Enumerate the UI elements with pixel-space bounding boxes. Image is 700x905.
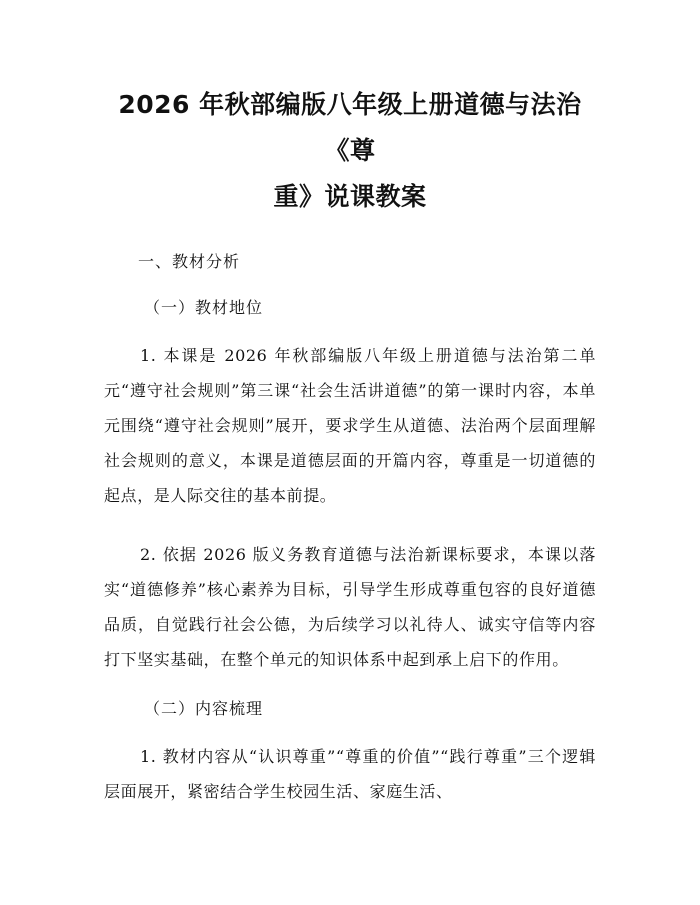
paragraph-position-2: 2. 依据 2026 版义务教育道德与法治新课标要求，本课以落实“道德修养”核心素养为目标，引导学生形成尊重包容的良好道德品质，自觉践行社会公德，为后续学习以礼待人、诚实守信等内容打下坚实基础，在整个单元的知识体系中起到承上启下的作用。 — [104, 545, 596, 669]
document-title — [104, 0, 596, 220]
document-title-line-2: 重》说课教案 — [273, 182, 427, 211]
section-heading-textbook-analysis: 一、教材分析 — [138, 252, 241, 271]
document-title-line-1: 2026 年秋部编版八年级上册道德与法治《尊 — [118, 90, 582, 165]
subsection-heading-content-outline: （二）内容梳理 — [144, 699, 264, 718]
subsection-heading-textbook-position: （一）教材地位 — [144, 298, 264, 317]
paragraph-content-1: 1. 教材内容从“认识尊重”“尊重的价值”“践行尊重”三个逻辑层面展开，紧密结合学生校园生活、家庭生活、 — [104, 747, 596, 801]
paragraph-position-1: 1. 本课是 2026 年秋部编版八年级上册道德与法治第二单元“遵守社会规则”第三课“社会生活讲道德”的第一课时内容，本单元围绕“遵守社会规则”展开，要求学生从道德、法治两个层面理解社会规则的意义，本课是道德层面的开篇内容，尊重是一切道德的起点，是人际交往的基本前提。 — [104, 346, 596, 505]
